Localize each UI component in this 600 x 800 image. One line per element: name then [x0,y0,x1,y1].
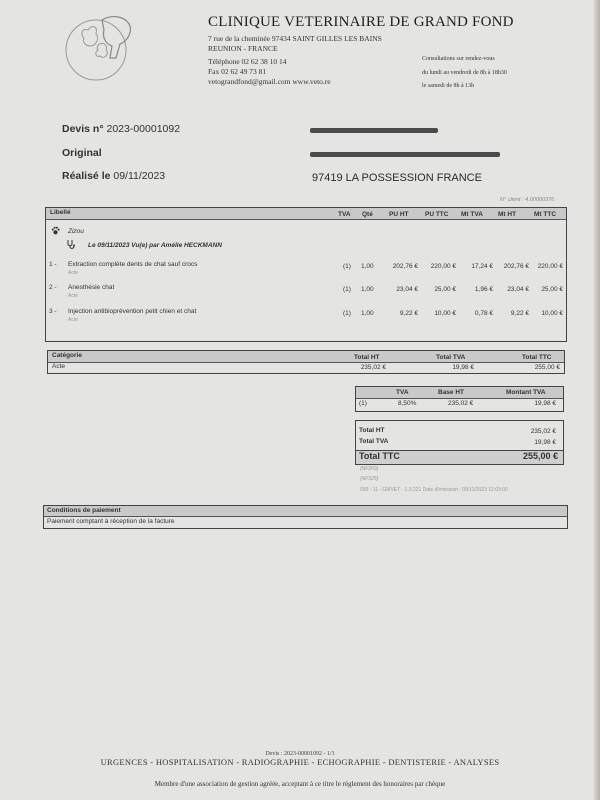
payment-conditions-box [43,505,568,529]
row-category: Acte [68,317,79,323]
category-name: Acte [52,363,66,370]
vat-amount: 19,98 € [534,400,556,407]
paw-icon [51,226,60,235]
redacted-client-name [310,128,438,133]
total-ttc-value: 255,00 € [522,451,558,461]
row-tva: (1) [343,286,351,293]
footer-services: URGENCES - HOSPITALISATION - RADIOGRAPHIE - ECHOGRAPHIE - DENTISTERIE - ANALYSES [100,757,500,767]
clinic-address-line1: 7 rue de la cheminée 97434 SAINT GILLES LES BAINS [208,34,382,43]
quote-date [62,170,165,182]
nf525-mark: (NF525) [360,476,379,482]
header-categorie: Catégorie [52,352,82,359]
row-category: Acte [68,293,79,299]
total-ht-label: Total HT [359,427,385,434]
category-total-ht: 235,02 € [360,364,386,371]
row-qty: 1,00 [361,310,374,317]
quote-number [62,123,180,135]
header-tva: TVA [338,211,351,218]
category-total-tva: 19,98 € [452,364,474,371]
vat-rate: 8,50% [398,400,417,407]
row-label: Anesthésie chat [68,284,115,291]
footer-reference: Devis : 2023-00001092 - 1/1 [265,751,335,757]
total-ttc-label: Total TTC [359,451,400,461]
header-mt-ttc: Mt TTC [534,211,557,218]
stethoscope-icon [66,239,76,249]
total-tva-value: 19,98 € [534,439,556,446]
quote-number-value: 2023-00001092 [106,123,181,135]
hours-line3: le samedi de 8h à 13h [422,83,475,89]
total-tva-label: Total TVA [359,438,389,445]
row-pu-ttc: 25,00 € [434,286,456,293]
payment-header-bar [44,506,567,517]
redacted-client-address [310,152,500,157]
quote-date-label: Réalisé le [62,170,111,182]
header-total-tva: Total TVA [436,354,466,361]
row-category: Acte [68,270,79,276]
row-pu-ht: 23,04 € [396,286,418,293]
row-tva: (1) [343,263,351,270]
row-pu-ht: 202,76 € [392,263,418,270]
row-mt-ttc: 25,00 € [541,286,563,293]
client-location: 97419 LA POSSESSION FRANCE [312,172,482,184]
row-pu-ht: 9,22 € [399,310,418,317]
payment-header: Conditions de paiement [47,507,121,514]
row-label: Extraction complète dents de chat sauf crocs [68,261,198,268]
visit-info: Le 09/11/2023 Vu(e) par Amélie HECKMANN [88,242,222,249]
row-pu-ttc: 10,00 € [434,310,456,317]
row-pu-ttc: 220,00 € [430,263,456,270]
header-pu-ttc: PU TTC [425,211,449,218]
lines-table-header [46,208,566,220]
row-mt-tva: 1,96 € [474,286,493,293]
row-label: Injection antibioprévention petit chien et chat [68,308,197,315]
totals-box [355,420,564,465]
hours-line2: du lundi au vendredi de 8h à 18h30 [422,70,507,76]
row-mt-tva: 17,24 € [471,263,493,270]
total-ht-value: 235,02 € [530,428,556,435]
original-label: Original [62,147,102,159]
row-qty: 1,00 [361,286,374,293]
clinic-address-line2: REUNION - FRANCE [208,44,278,53]
vat-table [355,386,564,412]
header-pu-ht: PU HT [389,211,409,218]
row-qty: 1,00 [361,263,374,270]
row-mt-ht: 9,22 € [510,310,529,317]
clinic-name: CLINIQUE VETERINAIRE DE GRAND FOND [208,14,514,30]
header-mt-tva: Mt TVA [461,211,483,218]
header-total-ht: Total HT [354,354,380,361]
nf203-mark: (NF203) [360,466,379,472]
header-total-ttc: Total TTC [522,354,552,361]
clinic-logo [60,12,138,84]
row-mt-ht: 202,76 € [503,263,529,270]
header-montant-tva: Montant TVA [506,389,546,396]
vat-base: 235,02 € [448,400,474,407]
header-qty: Qté [362,211,373,218]
header-base-ht: Base HT [438,389,465,396]
row-tva: (1) [343,310,351,317]
header-libelle: Libellé [50,209,71,216]
row-index: 3 - [49,308,57,315]
row-mt-ttc: 10,00 € [541,310,563,317]
row-mt-tva: 0,78 € [474,310,493,317]
quote-date-value: 09/11/2023 [113,170,166,182]
lines-table [45,207,567,342]
client-number: N° client : 4.00000376 [500,197,555,203]
clinic-phone: Téléphone 02 62 38 10 14 [208,57,287,66]
vat-code: (1) [359,400,367,407]
footer-note: Membre d'une association de gestion agréée, acceptant à ce titre le règlement des honoraires par chèque [154,780,446,788]
row-index: 1 - [49,261,57,268]
header-vat: TVA [396,389,409,396]
row-mt-ht: 23,04 € [507,286,529,293]
payment-text: Paiement comptant à réception de la facture [47,518,175,525]
hours-line1: Consultations sur rendez-vous [422,56,495,62]
header-mt-ht: Mt HT [498,211,517,218]
paper-edge [594,0,600,800]
quote-number-label: Devis n° [62,123,104,135]
clinic-contact: vetograndfond@gmail.com www.veto.re [208,77,331,86]
row-index: 2 - [49,284,57,291]
certification-line: 030 - 11 - GMVET - 1.0.221 Date d'émission : 09/11/2023 12:03:00 [360,487,508,493]
category-table [47,350,565,374]
category-total-ttc: 255,00 € [534,364,560,371]
clinic-fax: Fax 02 62 49 73 81 [208,67,267,76]
patient-name: Zizou [68,228,84,235]
row-mt-ttc: 220,00 € [537,263,563,270]
category-table-header [48,351,564,363]
